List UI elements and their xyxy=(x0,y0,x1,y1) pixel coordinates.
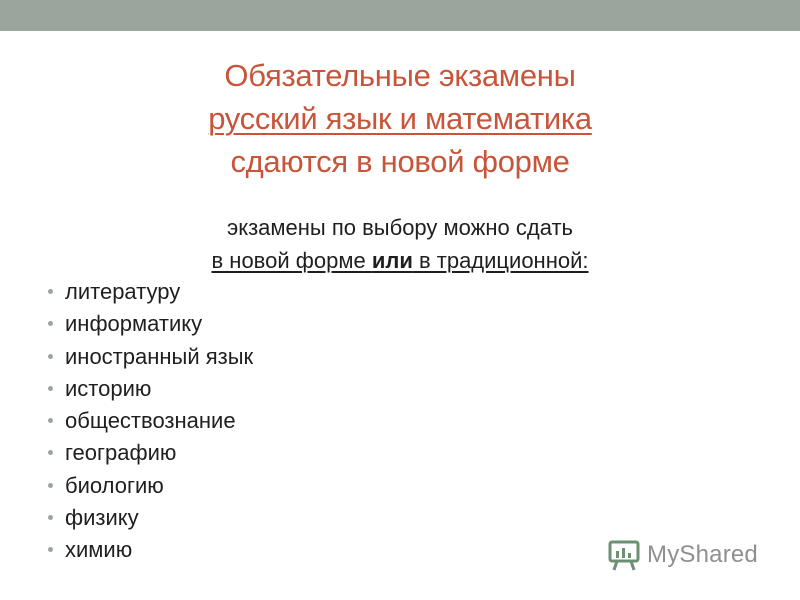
bullet-icon xyxy=(48,483,53,488)
title-line-1: Обязательные экзамены xyxy=(224,58,576,93)
presentation-board-icon xyxy=(607,538,641,572)
list-item xyxy=(44,534,253,566)
list-item xyxy=(44,276,253,308)
subject-label: географию xyxy=(65,440,177,466)
subtitle-line-2 xyxy=(212,248,589,273)
slide-title xyxy=(0,54,800,183)
list-item xyxy=(44,308,253,340)
title-line-2: русский язык и математика xyxy=(208,101,592,136)
bullet-icon xyxy=(48,418,53,423)
bullet-icon xyxy=(48,289,53,294)
subject-label: информатику xyxy=(65,311,203,337)
subject-label: физику xyxy=(65,505,139,531)
subject-label: иностранный язык xyxy=(65,343,254,369)
top-decorative-bar xyxy=(0,0,800,31)
list-item xyxy=(44,470,253,502)
title-line-3: сдаются в новой форме xyxy=(230,144,570,179)
bullet-icon xyxy=(48,547,53,552)
bullet-icon xyxy=(48,321,53,326)
myshared-watermark xyxy=(607,537,758,573)
list-item xyxy=(44,405,253,437)
subject-label: обществознание xyxy=(65,408,236,434)
list-item xyxy=(44,373,253,405)
subtitle-line-2-after: в традиционной: xyxy=(412,248,589,273)
subtitle-line-1: экзамены по выбору можно сдать xyxy=(226,215,573,240)
bullet-icon xyxy=(48,354,53,359)
subject-label: литературу xyxy=(65,279,181,304)
elective-exams-text xyxy=(0,211,800,277)
subject-label: историю xyxy=(65,375,152,401)
bullet-icon xyxy=(48,450,53,455)
subject-label: биологию xyxy=(65,472,164,498)
list-item xyxy=(44,341,253,373)
bullet-icon xyxy=(48,515,53,520)
list-item xyxy=(44,502,253,534)
bullet-icon xyxy=(48,386,53,391)
subject-list xyxy=(44,276,253,567)
subtitle-line-2-bold: или xyxy=(371,248,413,273)
list-item xyxy=(44,437,253,469)
subtitle-line-2-before: в новой форме xyxy=(211,248,372,273)
subject-label: химию xyxy=(65,537,133,563)
watermark-text: MyShared xyxy=(647,541,758,568)
